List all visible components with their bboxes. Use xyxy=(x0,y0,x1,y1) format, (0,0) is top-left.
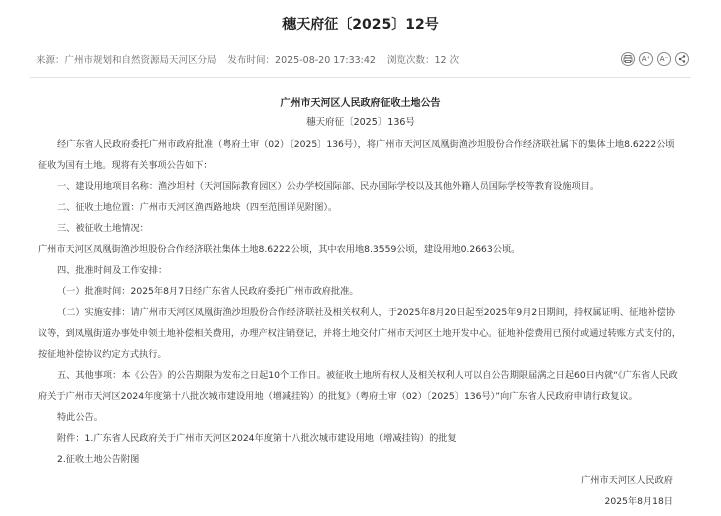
sign-date: 2025年8月18日 xyxy=(604,496,673,507)
attachment-2: 2.征收土地公告附图 xyxy=(57,454,140,465)
signature: 广州市天河区人民政府 xyxy=(581,475,673,486)
font-enlarge-button[interactable]: A⁺ xyxy=(639,52,653,66)
publish-time: 发布时间：2025-08-20 17:33:42 xyxy=(227,55,376,66)
source-text: 来源：广州市规划和自然资源局天河区分局 xyxy=(36,55,217,66)
item-3-detail: 广州市天河区凤凰街渔沙坦股份合作经济联社集体土地8.6222公顷，其中农用地8.3559公顷，建设用地0.2663公顷。 xyxy=(38,244,521,255)
item-5: 五、其他事项：本《公告》的公告期限为发布之日起10个工作日。被征收土地所有权人及相关权利人可以自公告期限届满之日起60日内就“《广东省人民政府关于广州市天河区2024年度第十八批次城市建设用地（增减挂钩）的批复》（粤府土审（02）〔2025〕136号）”向广东省人民政府申请行政复议。 xyxy=(38,370,678,402)
attachment-1: 附件：1.广东省人民政府关于广州市天河区2024年度第十八批次城市建设用地（增减挂钩）的批复 xyxy=(57,433,457,444)
item-4-1: （一）批准时间：2025年8月7日经广东省人民政府委托广州市政府批准。 xyxy=(57,286,359,297)
article-meta xyxy=(36,52,467,66)
item-4: 四、批准时间及工作安排： xyxy=(57,265,168,276)
item-2: 二、征收土地位置：广州市天河区渔西路地块（四至范围详见附图）。 xyxy=(57,202,338,213)
article-toolbar xyxy=(621,52,689,66)
document-body xyxy=(38,134,683,512)
document-title: 广州市天河区人民政府征收土地公告 xyxy=(280,98,441,109)
header-divider xyxy=(30,77,691,78)
font-shrink-button[interactable]: A⁻ xyxy=(657,52,671,66)
closing-text: 特此公告。 xyxy=(57,412,103,423)
item-3: 三、被征收土地情况： xyxy=(57,223,149,234)
view-count: 浏览次数：12 次 xyxy=(386,55,460,66)
item-4-2: （二）实施安排：请广州市天河区凤凰街渔沙坦股份合作经济联社及相关权利人，于2025年8月20日起至2025年9月2日期间，持权属证明、征地补偿协议等，到凤凰街道办事处申领土地补偿相关费用，办理产权注销登记，并将土地交付广州市天河区土地开发中心。征地补偿费用已预付或通过转账方式支付的，按征地补偿协议约定方式执行。 xyxy=(38,307,682,360)
document-number: 穗天府征〔2025〕136号 xyxy=(306,117,415,128)
page-title: 穗天府征〔2025〕12号 xyxy=(282,17,439,33)
print-icon[interactable] xyxy=(621,52,635,66)
item-1: 一、建设用地项目名称：渔沙坦村（天河国际教育园区）公办学校国际部、民办国际学校以及其他外籍人员国际学校等教育设施项目。 xyxy=(57,181,600,192)
intro-paragraph: 经广东省人民政府委托广州市政府批准（粤府土审（02）〔2025〕136号），将广州市天河区凤凰街渔沙坦股份合作经济联社属下的集体土地8.6222公顷征收为国有土地。现将有关事项公告如下： xyxy=(38,139,675,171)
share-icon[interactable] xyxy=(675,52,689,66)
